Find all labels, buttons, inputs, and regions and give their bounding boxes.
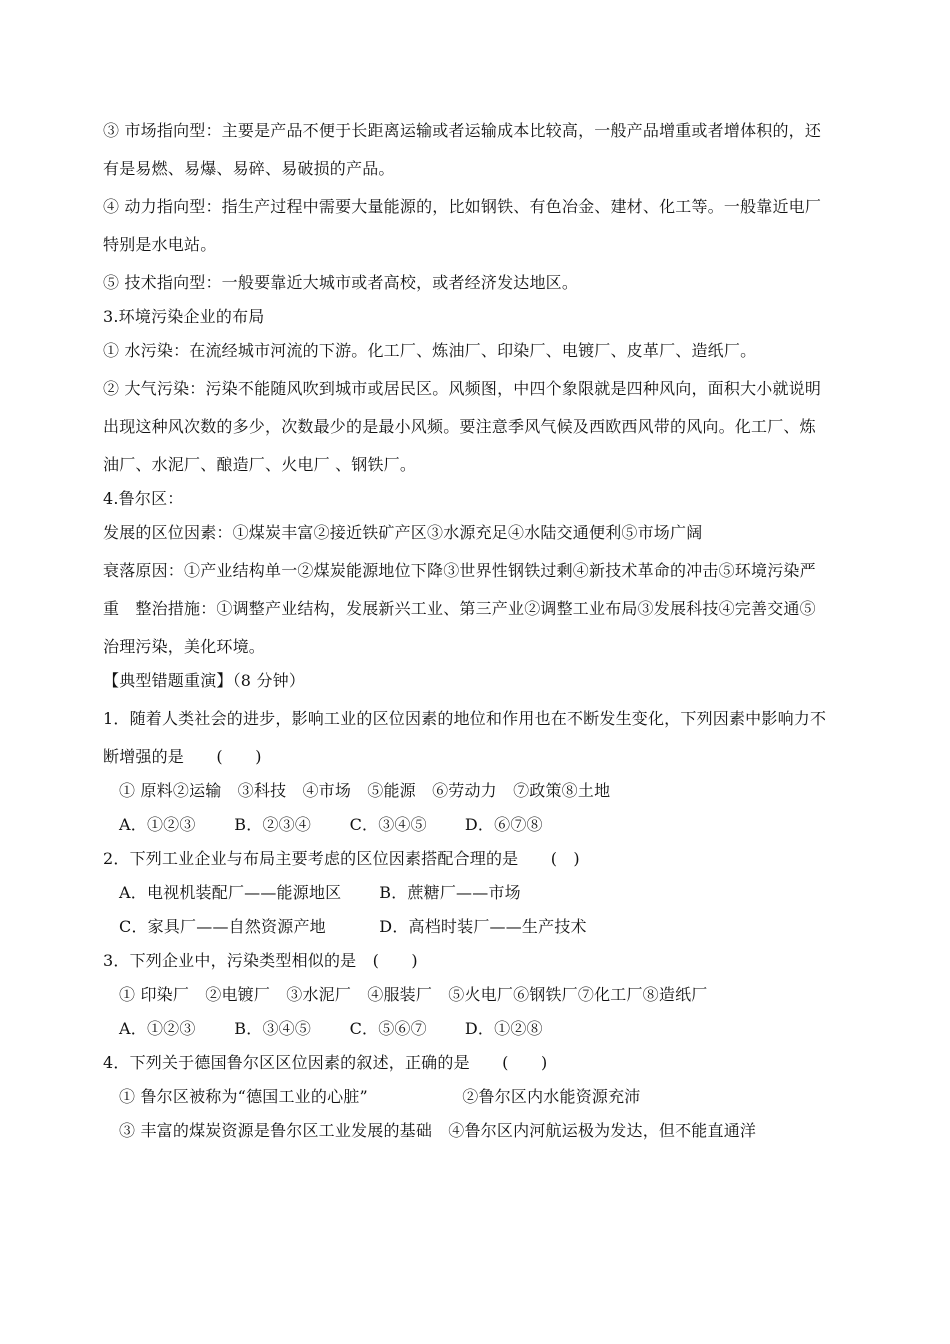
question-2-options-row [103,883,863,903]
option-b: B．蔗糖厂——市场 [379,883,521,902]
option-b: B．③④⑤ [234,1019,312,1038]
option-d: D．高档时装厂——生产技术 [379,917,587,936]
question-1-items: ① 原料②运输 ③科技 ④市场 ⑤能源 ⑥劳动力 ⑦政策⑧土地 [119,781,611,800]
question-1: 1．随着人类社会的进步，影响工业的区位因素的地位和作用也在不断发生变化，下列因素中影响力不 [103,709,827,728]
section-heading: 3.环境污染企业的布局 [103,307,265,326]
text-line: ⑤ 技术指向型：一般要靠近大城市或者高校，或者经济发达地区。 [103,273,579,292]
option-b: B．②③④ [234,815,312,834]
question-4-items-row [103,1087,863,1107]
question-3-options [103,1019,863,1039]
option-a: A．①②③ [119,815,196,834]
section-heading: 4.鲁尔区： [103,489,184,508]
option-d: D．⑥⑦⑧ [464,815,543,834]
option-c: C．家具厂——自然资源产地 [119,917,326,936]
option-a: A．①②③ [119,1019,196,1038]
text-line: 治理污染，美化环境。 [103,637,266,656]
section-title: 【典型错题重演】（8 分钟） [103,671,306,690]
question-3-items: ① 印染厂 ②电镀厂 ③水泥厂 ④服装厂 ⑤火电厂⑥钢铁厂⑦化工厂⑧造纸厂 [119,985,708,1004]
text-line: ③ 市场指向型：主要是产品不便于长距离运输或者运输成本比较高，一般产品增重或者增体积的，还 [103,121,822,140]
statement-3: ③ 丰富的煤炭资源是鲁尔区工业发展的基础 [119,1121,433,1140]
text-line: 特别是水电站。 [103,235,217,254]
question-1-cont: 断增强的是 ( ) [103,747,262,766]
option-c: C．③④⑤ [349,815,427,834]
option-c: C．⑤⑥⑦ [349,1019,427,1038]
question-2-options-row [103,917,863,937]
text-line: ② 大气污染：污染不能随风吹到城市或居民区。风频图，中四个象限就是四种风向，面积大小就说明 [103,379,822,398]
text-line: 发展的区位因素：①煤炭丰富②接近铁矿产区③水源充足④水陆交通便利⑤市场广阔 [103,523,703,542]
text-line: 油厂、水泥厂、酿造厂、火电厂 、钢铁厂。 [103,455,417,474]
question-1-options [103,815,863,835]
question-4: 4．下列关于德国鲁尔区区位因素的叙述，正确的是 ( ) [103,1053,548,1072]
option-d: D．①②⑧ [464,1019,543,1038]
question-4-items-row [103,1121,863,1141]
text-line: ① 水污染：在流经城市河流的下游。化工厂、炼油厂、印染厂、电镀厂、皮革厂、造纸厂。 [103,341,757,360]
statement-2: ②鲁尔区内水能资源充沛 [462,1087,641,1106]
statement-1: ① 鲁尔区被称为“德国工业的心脏” [119,1087,368,1106]
statement-4: ④鲁尔区内河航运极为发达，但不能直通洋 [448,1121,757,1140]
text-line: 衰落原因：①产业结构单一②煤炭能源地位下降③世界性钢铁过剩④新技术革命的冲击⑤环境污染严 [103,561,816,580]
text-line: 重 整治措施：①调整产业结构，发展新兴工业、第三产业②调整工业布局③发展科技④完善交通⑤ [103,599,816,618]
question-3: 3．下列企业中，污染类型相似的是 ( ) [103,951,418,970]
text-line: ④ 动力指向型：指生产过程中需要大量能源的，比如钢铁、有色冶金、建材、化工等。一般靠近电厂 [103,197,822,216]
document-page [103,121,863,1141]
option-a: A．电视机装配厂——能源地区 [119,883,342,902]
text-line: 有是易燃、易爆、易碎、易破损的产品。 [103,159,395,178]
text-line: 出现这种风次数的多少，次数最少的是最小风频。要注意季风气候及西欧西风带的风向。化工厂、炼 [103,417,816,436]
question-2: 2．下列工业企业与布局主要考虑的区位因素搭配合理的是 ( ) [103,849,580,868]
